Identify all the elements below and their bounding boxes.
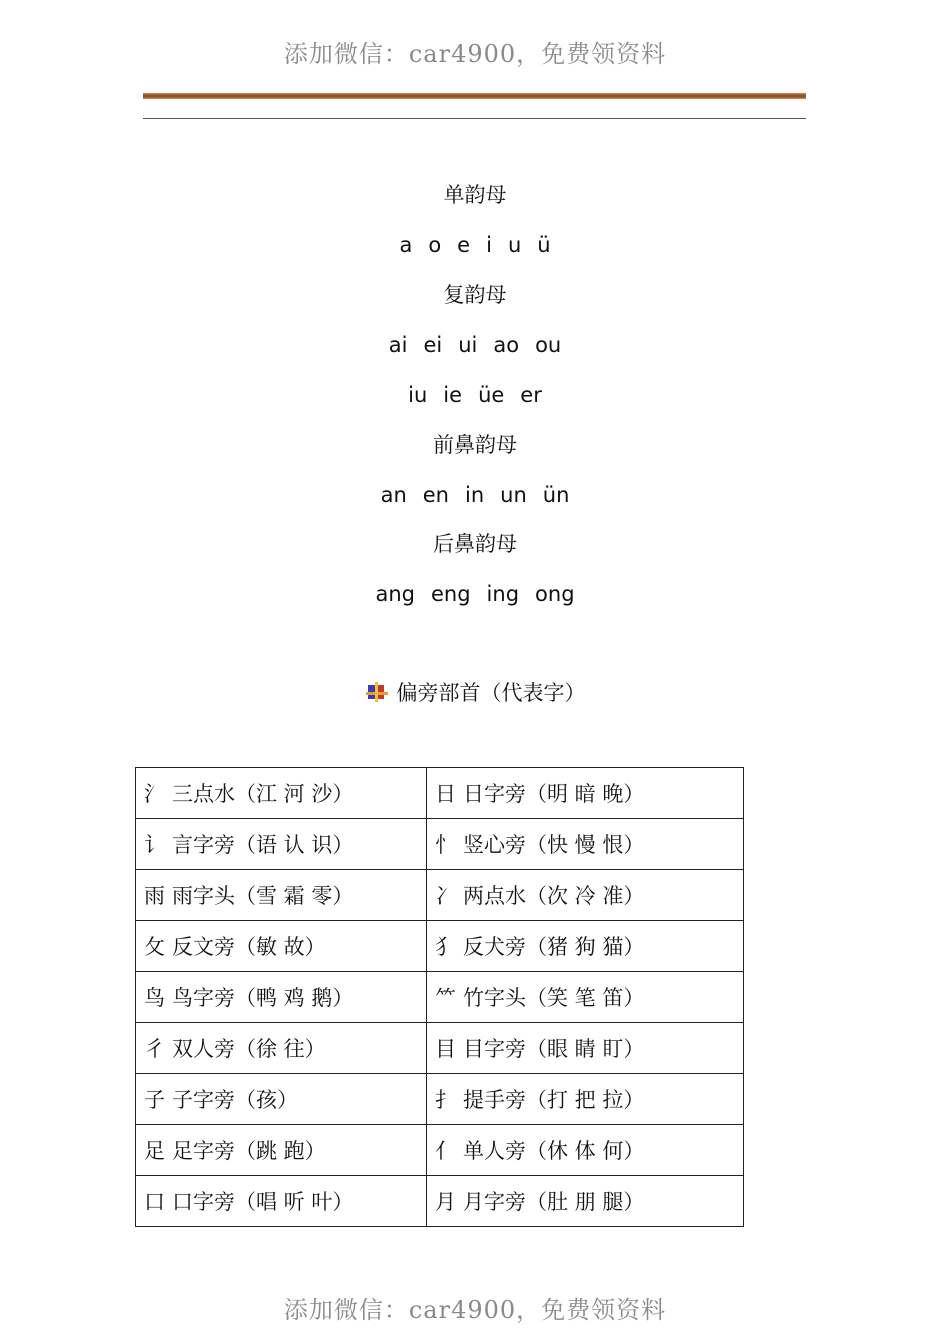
vowel: er — [520, 383, 542, 407]
table-cell — [427, 819, 744, 870]
radical-desc: 反文旁（敏 故） — [172, 935, 326, 959]
radical-desc: 日字旁（明 暗 晚） — [463, 782, 645, 806]
radical-desc: 子字旁（孩） — [172, 1088, 298, 1112]
vowel: eng — [430, 582, 471, 606]
vowel: ai — [388, 333, 408, 357]
radical-glyph: 忄 — [435, 833, 456, 857]
radical-desc: 反犬旁（猪 狗 猫） — [463, 935, 645, 959]
radical-glyph: ⺮ — [435, 986, 456, 1010]
radicals-table — [135, 767, 744, 1227]
radical-desc: 口字旁（唱 听 叶） — [172, 1190, 354, 1214]
vowel: e — [457, 233, 471, 257]
radical-desc: 言字旁（语 认 识） — [172, 833, 354, 857]
radical-glyph: 口 — [144, 1190, 165, 1214]
compound-vowels-row-1 — [0, 330, 950, 360]
radical-desc: 提手旁（打 把 拉） — [463, 1088, 645, 1112]
table-cell — [427, 1074, 744, 1125]
radical-glyph: 月 — [435, 1190, 456, 1214]
table-cell — [136, 1074, 427, 1125]
vowel: ui — [458, 333, 478, 357]
radical-desc: 鸟字旁（鸭 鸡 鹅） — [172, 986, 354, 1010]
vowel: ie — [443, 383, 463, 407]
vowel: ü — [537, 233, 551, 257]
vowel: ao — [493, 333, 520, 357]
table-cell — [427, 1125, 744, 1176]
radical-desc: 单人旁（休 体 何） — [463, 1139, 645, 1163]
table-cell — [427, 921, 744, 972]
radical-glyph: 讠 — [144, 833, 165, 857]
radical-desc: 两点水（次 冷 准） — [463, 884, 645, 908]
radical-glyph: 彳 — [144, 1037, 165, 1061]
table-cell — [427, 768, 744, 819]
radical-desc: 雨字头（雪 霜 零） — [172, 884, 354, 908]
vowel: ong — [535, 582, 575, 606]
table-row — [136, 1074, 744, 1125]
radical-glyph: 足 — [144, 1139, 165, 1163]
radical-glyph: 冫 — [435, 884, 456, 908]
radical-desc: 三点水（江 河 沙） — [172, 782, 354, 806]
vowel: un — [500, 483, 527, 507]
table-row — [136, 819, 744, 870]
simple-vowels — [0, 230, 950, 260]
vowel: ei — [423, 333, 443, 357]
vowel: u — [507, 233, 522, 257]
vowel: üe — [478, 383, 505, 407]
radical-glyph: 目 — [435, 1037, 456, 1061]
back-nasal-title: 后鼻韵母 — [433, 532, 517, 556]
compound-vowels-row-2 — [0, 380, 950, 410]
radical-glyph: 氵 — [144, 782, 165, 806]
radicals-heading — [0, 678, 950, 708]
vowel: ou — [535, 333, 562, 357]
table-cell — [136, 1125, 427, 1176]
radical-desc: 足字旁（跳 跑） — [172, 1139, 326, 1163]
radical-glyph: 鸟 — [144, 986, 165, 1010]
watermark-bottom: 添加微信：car4900，免费领资料 — [283, 1296, 667, 1324]
radical-desc: 月字旁（肚 朋 腿） — [463, 1190, 645, 1214]
radical-glyph: 雨 — [144, 884, 165, 908]
table-cell — [136, 1176, 427, 1227]
radicals-heading-text: 偏旁部首（代表字） — [396, 681, 586, 705]
vowel: in — [465, 483, 485, 507]
front-nasal-vowels — [0, 480, 950, 510]
vowel: i — [486, 233, 492, 257]
radical-glyph: 日 — [435, 782, 456, 806]
vowel: a — [399, 233, 413, 257]
vowel: o — [428, 233, 442, 257]
table-row — [136, 768, 744, 819]
simple-vowels-title: 单韵母 — [443, 183, 507, 207]
watermark-top: 添加微信：car4900，免费领资料 — [283, 40, 667, 68]
radical-glyph: 犭 — [435, 935, 456, 959]
radical-desc: 双人旁（徐 往） — [172, 1037, 326, 1061]
table-cell — [136, 972, 427, 1023]
table-cell — [136, 768, 427, 819]
vowel: ang — [375, 582, 415, 606]
table-cell — [136, 1023, 427, 1074]
table-cell — [136, 870, 427, 921]
table-row — [136, 972, 744, 1023]
table-row — [136, 921, 744, 972]
table-row — [136, 1176, 744, 1227]
radical-glyph: 子 — [144, 1088, 165, 1112]
vowel: en — [422, 483, 449, 507]
vowel: ing — [486, 582, 520, 606]
radical-glyph: 扌 — [435, 1088, 456, 1112]
table-cell — [427, 870, 744, 921]
header-rule-thick — [143, 93, 806, 99]
table-cell — [136, 819, 427, 870]
vowel: iu — [408, 383, 428, 407]
back-nasal-vowels — [0, 579, 950, 609]
table-row — [136, 870, 744, 921]
front-nasal-title: 前鼻韵母 — [433, 433, 517, 457]
book-icon — [365, 681, 389, 703]
table-row — [136, 1125, 744, 1176]
table-cell — [427, 1176, 744, 1227]
table-cell — [427, 1023, 744, 1074]
header-rule-thin — [143, 118, 806, 119]
radical-desc: 目字旁（眼 睛 盯） — [463, 1037, 645, 1061]
vowel: an — [380, 483, 407, 507]
vowel: ün — [542, 483, 570, 507]
radical-desc: 竹字头（笑 笔 笛） — [463, 986, 645, 1010]
compound-vowels-title: 复韵母 — [443, 283, 507, 307]
table-cell — [427, 972, 744, 1023]
table-row — [136, 1023, 744, 1074]
radical-glyph: 亻 — [435, 1139, 456, 1163]
radical-glyph: 攵 — [144, 935, 165, 959]
radical-desc: 竖心旁（快 慢 恨） — [463, 833, 645, 857]
table-cell — [136, 921, 427, 972]
